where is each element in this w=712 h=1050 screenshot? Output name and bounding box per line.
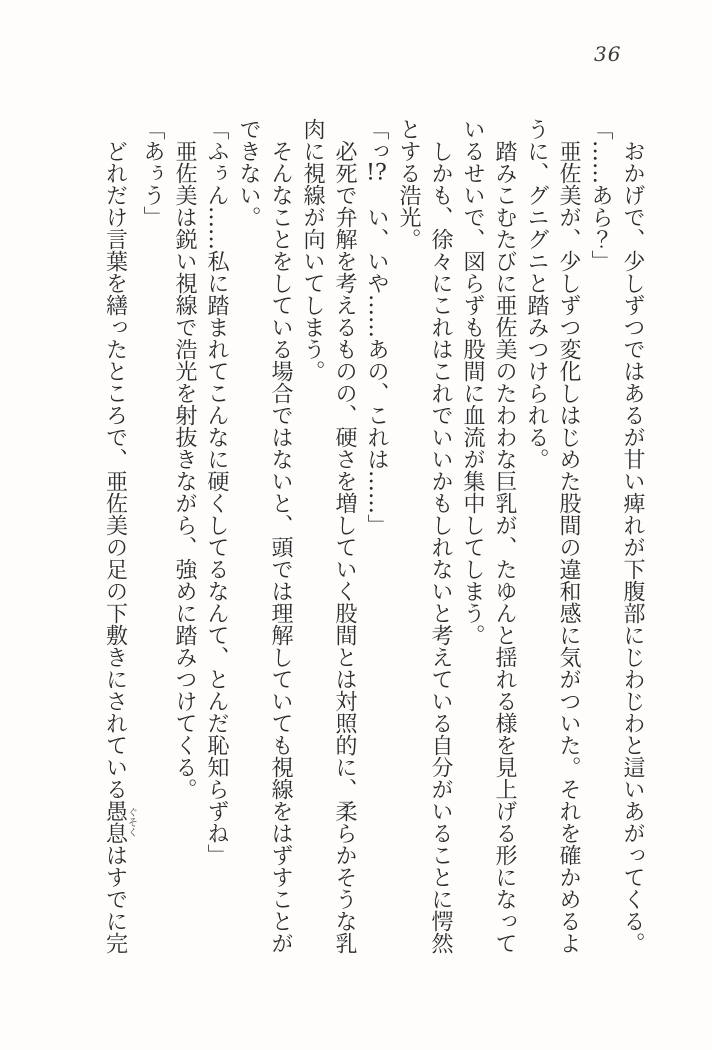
page-number: 36 bbox=[594, 42, 622, 66]
paragraph: 「……あら？」 bbox=[588, 118, 613, 272]
paragraph: 「ふぅん……私に踏まれてこんなに硬くしてるなんて、とんだ恥知らずね」 bbox=[204, 118, 229, 866]
paragraph: おかげで、少しずつではあるが甘い痺れが下腹部にじわじわと這いあがってくる。 bbox=[620, 140, 645, 954]
paragraph: そんなことをしている場合ではないと、頭では理解していても視線をはずすことができない。 bbox=[236, 118, 293, 954]
paragraph: 必死で弁解を考えるものの、硬さを増していく股間とは対照的に、柔らかそうな乳肉に視線が向いてしまう。 bbox=[300, 118, 357, 954]
text-body bbox=[99, 118, 649, 954]
paragraph: 亜佐美が、少しずつ変化しはじめた股間の違和感に気がついた。それを確かめるように、グニグニと踏みつけられる。 bbox=[524, 118, 581, 954]
paragraph: 「あぅう」 bbox=[140, 118, 165, 228]
paragraph: 亜佐美は鋭い視線で浩光を射抜きながら、強めに踏みつけてくる。 bbox=[172, 140, 197, 800]
paragraph: どれだけ言葉を繕ったところで、亜佐美の足の下敷きにされている愚息ぐそくはすでに完 bbox=[102, 140, 137, 954]
paragraph: 「っ!? い、いや……あの、これは……」 bbox=[364, 118, 389, 536]
paragraph: しかも、徐々にこれはこれでいいかもしれないと考えている自分がいることに愕然とする浩光。 bbox=[396, 118, 453, 954]
tate-chu-yoko: !? bbox=[366, 162, 387, 184]
furigana-ruby: 愚息ぐそく bbox=[102, 800, 137, 844]
paragraph: 踏みこむたびに亜佐美のたわわな巨乳が、たゆんと揺れる様を見上げる形になっているせいで、図らずも股間に血流が集中してしまう。 bbox=[460, 118, 517, 954]
